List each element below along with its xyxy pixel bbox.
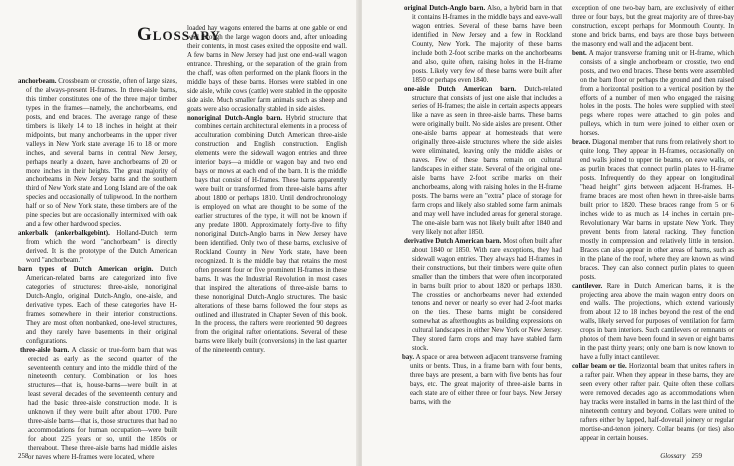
glossary-definition: Horizontal beam that unites rafters in a rafter pair. When they appear in these barns, they are seen every other rafter pair. Quite often these collars were removed decades ago as accommodations when hay tracks were installed in barns in the last third of the nineteenth century and beyond. Collars were united to rafters either by lapped, half-dovetail joinery or regular mortise-and-tenon joinery. Collar beams (or ties) also appear in certain houses. [580, 363, 734, 442]
glossary-definition: Dutch American-related barns are categorized into five categories of structures: three-aisle, nonoriginal Dutch-Anglo, original Dutch-Anglo, one-aisle, and derivative types. Each of these categories have H-frames somewhere in their interior constructions. They are most often nonbanked, one-level structures, and they rarely have basements in their original configurations. [26, 266, 177, 345]
glossary-definition: A space or area between adjacent transverse framing units or bents. Thus, in a frame barn with four bents, three bays are present, a barn with five bents has four bays, etc. The great majority of three-aisle barns in each state are of either three or four bays. New Jersey barns, with the [410, 354, 562, 406]
glossary-term: nonoriginal Dutch-Anglo barn. [187, 114, 283, 122]
glossary-definition: Rare in Dutch American barns, it is the projecting area above the main wagon entry doors on end walls. The projections, which extend variously from about 12 to 18 inches beyond the rest of the end walls, likely served for purposes of ventilation for farm crops in barn interiors. Such cantilevers or remnants or photos of them have been found in seven or eight barns in the past thirty years; only one barn is now known to have a fully intact cantilever. [580, 282, 734, 362]
glossary-entry [572, 283, 734, 364]
glossary-definition: Dutch-related structure that consists of just one aisle that includes a series of H-frames; the aisle in certain aspects appears like a nave as seen in three-aisle barns. These barns were originally built. No side aisles are present. Other one-aisle barns appear at homesteads that were originally three-aisle structures where the side aisles were eliminated, leaving only the middle aisles or naves. Few of these barns remain on cultural landscapes in either state. Several of the original one-aisle barns have 2-foot scribe marks on their anchorbeams, along with raising holes in the H-frame posts. The barns were an "extra" place of storage for farm crops and likely also stabled some farm animals and may well have included areas for general storage. The one-aisle barn was not likely built after 1840 and very likely not after 1850. [412, 85, 562, 236]
glossary-term: anchorbeam. [18, 78, 57, 85]
glossary-entry [18, 78, 177, 230]
glossary-definition: Hybrid structure that combines certain architectural elements in a process of acculturation combining Dutch American three-aisle construction and English construction. English elements were the sidewall wagon entries and three interior bays—a middle or wagon bay and two end bays or mows at each end of the barn. It is the middle bays that consist of H-frames. These barns apparently were built or transformed from three-aisle barns after about 1800 or perhaps 1810. Until dendrochronology is employed on what are thought to be some of the earlier structures of the type, it will not be known if any predate 1800. Approximately forty-five to fifty nonoriginal Dutch-Anglo barns in New Jersey have been identified. Only two of these barns, exclusive of Rockland County in New York state, have been recognized. It is the middle bay that retains the most often present four or five prominent H-frames in these barns. It was the Industrial Revolution in most cases that inspired the alterations of three-aisle barns to these nonoriginal Dutch-Anglo structures. The basic alterations of these barns followed the four steps as outlined and illustrated in Chapter Seven of this book. In the process, the rafters were reoriented 90 degrees from the original rafter orientations. Several of these barns were likely built (conversions) in the last quarter of the nineteenth century. [195, 114, 347, 355]
right-page [362, 0, 734, 466]
glossary-definition: Diagonal member that runs from relatively short to quite long. They appear in H-frames, occasionally on end walls joined to upper tie beams, on eave walls, or as purlin braces that connect purlin plates to H-frame posts. Infrequently do they appear on longitudinal "head height" girts between adjacent H-frames. H-frame braces are most often hewn in three-aisle barns built prior to 1820. These braces range from 5 or 6 inches wide to as much as 14 inches in certain pre-Revolutionary War barns in upstate New York. They prevent bents from lateral racking. They function mostly in compression and relatively little in tension. Braces can also appear in other areas of barns, such as in the plane of the roof, where they are known as wind braces. They can also connect purlin plates to queen posts. [580, 139, 734, 281]
page-number-left: 258 [18, 452, 29, 460]
glossary-entry [18, 230, 177, 266]
left-page [0, 0, 358, 466]
glossary-term: collar beam or tie. [572, 363, 627, 371]
glossary-definition: Holland-Dutch term from which the word "anchorbeam" is directly derived. It is the prototype of the Dutch American word "anchorbeam." [26, 230, 177, 265]
glossary-column-3 [402, 5, 562, 408]
glossary-entry [402, 5, 562, 86]
glossary-term: brace. [572, 139, 591, 147]
page-number-right: 259 [691, 452, 702, 460]
glossary-entry [572, 139, 734, 282]
glossary-term: derivative Dutch American barn. [404, 237, 502, 245]
glossary-column-1 [18, 78, 177, 463]
glossary-definition: A major transverse framing unit or H-frame, which consists of a single anchorbeam or crosstie, two end posts, and two end braces. These bents were assembled on the barn floor or perhaps the ground and then raised from a horizontal position to a vertical position by the efforts of a number of men who engaged the raising holes in the posts. The holes were supplied with steel pegs where ropes were attached to gin poles and pulleys, which in turn were joined to either oxen or horses. [580, 49, 734, 138]
glossary-definition: Also, a hybrid barn in that it contains H-frames in the middle bays and eave-wall wagon entries. Several of these barns have been identified in New Jersey and a few in Rockland County, New York. The majority of these barns include both 2-foot scribe marks on the anchorbeams and also, quite often, raising holes in the H-frame posts. Likely very few of these barns were built after 1850 or perhaps even 1840. [412, 5, 562, 84]
glossary-entry [402, 238, 562, 354]
glossary-term: bay. [402, 354, 415, 362]
glossary-entry [402, 86, 562, 238]
glossary-definition: loaded hay wagons entered the barns at one gable or end wall through the large wagon doors and, after unloading their contents, in most cases exited the opposite end wall. A few barns in New Jersey had just one end-wall wagon entrance. Threshing, or the separation of the grain from the chaff, was often performed on the plank floors in the middle bays of these barns. Horses were stabled in one side aisle, while cows (cattle) were stabled in the opposite side aisle. Much smaller farm animals such as sheep and goats were also occasionally stabled in side aisles. [187, 25, 347, 113]
glossary-definition: A classic or true-form barn that was erected as early as the second quarter of the seventeenth century and into the middle third of the nineteenth century. Combination or los hoes structures—that is, house-barns—were built in at least several decades of the seventeenth century and had the basic three-aisle construction mode. It is unknown if they were built after about 1700. Pure three-aisle barns—that is, those structures that had no accommodations for human occupation—were built for about 225 years or so, until the 1850s or thereabout. These three-aisle barns had middle aisles or naves where H-frames were located, where [28, 346, 177, 462]
glossary-entry [18, 347, 177, 463]
glossary-entry [18, 266, 177, 347]
glossary-definition: Most often built after about 1840 or 1850. With rare exceptions, they had sidewall wagon entries. They always had H-frames in their constructions, but their timbers were quite often smaller than the timbers that were often incorporated in barns built prior to about 1820 or perhaps 1830. The crossties or anchorbeams never had extended tenons and never or nearly so ever had 2-foot marks on the ties. These barns might be considered somewhat as afterthoughts as building expressions on cultural landscapes in either New York or New Jersey. They stored farm crops and may have stabled farm stock. [412, 237, 562, 353]
glossary-entry [187, 115, 347, 357]
glossary-term: bent. [572, 49, 587, 57]
glossary-entry [572, 5, 734, 50]
glossary-term: one-aisle Dutch American barn. [404, 85, 517, 93]
glossary-entry [572, 363, 734, 444]
glossary-column-4 [572, 5, 734, 444]
glossary-term: three-aisle barn. [20, 346, 70, 354]
page-footer-right [660, 452, 702, 460]
glossary-term: barn types of Dutch American origin. [18, 266, 154, 274]
glossary-definition: exception of one two-bay barn, are exclusively of either three or four bays, but the great majority are of three-bay construction, except perhaps for Monmouth County. In stone and brick barns, end bays are those bays between the masonry end wall and the adjacent bent. [572, 5, 734, 48]
glossary-entry [402, 354, 562, 408]
glossary-term: original Dutch-Anglo barn. [404, 5, 486, 12]
page-title: Glossary [137, 24, 221, 45]
glossary-column-2 [187, 25, 347, 356]
running-head: Glossary [660, 452, 686, 460]
glossary-entry [187, 25, 347, 115]
glossary-definition: Crossbeam or crosstie, often of large sizes, of the always-present H-frames. In three-aisle barns, this timber constitutes one of the three major timber types in the frames—namely, the anchorbeams, end posts, and end braces. The average range of these timbers is likely 14 to 18 inches in height at their midpoints, but many anchorbeams in the upper river valleys in New York state average 16 to 18 or more inches, and several barns in central New Jersey, perhaps nearly a dozen, have anchorbeams of 20 or more inches in their heights. The great majority of anchorbeams in New Jersey barns and the southern third of New York state and Long Island are of the oak species and occasionally of tulipwood. In the northern half or so of New York state, these timbers are of the pine species but are occasionally intermixed with oak and a few other hardwood species. [26, 78, 177, 229]
glossary-term: ankerbalk (ankerbalkgebint). [18, 230, 110, 238]
glossary-term: cantilever. [572, 282, 603, 290]
glossary-entry [572, 50, 734, 140]
